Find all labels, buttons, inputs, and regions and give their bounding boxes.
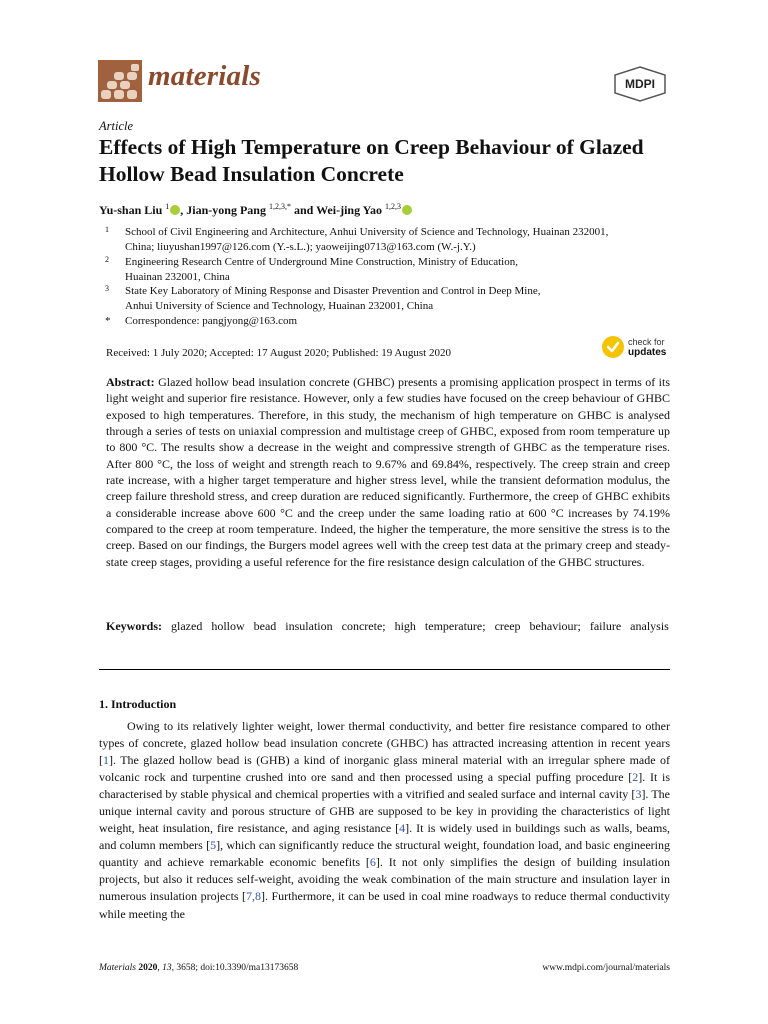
keywords-label: Keywords: bbox=[106, 619, 162, 633]
paragraph-text: ]. It not only simplifies the design of building insulation projects, but also it reduces self-weight, avoiding the weak combination of the main structure and insulation layer in numerous insulation projects [ bbox=[99, 855, 670, 904]
affiliation bbox=[99, 255, 679, 285]
author-name: Jian-yong Pang bbox=[186, 203, 266, 217]
check-for-updates-button[interactable] bbox=[602, 336, 672, 360]
citation-footer: Materials 2020, 13, 3658; doi:10.3390/ma13173658 bbox=[99, 963, 299, 973]
paragraph-text: Owing to its relatively lighter weight, lower thermal conductivity, and better fire resistance compared to other types of concrete, glazed hollow bead insulation concrete (GHBC) has attracted increasing attention in recent years [ bbox=[99, 719, 670, 768]
reference-link[interactable]: 7,8 bbox=[246, 889, 262, 904]
article-title: Effects of High Temperature on Creep Behaviour of Glazed Hollow Bead Insulation Concrete bbox=[99, 135, 644, 186]
section-divider bbox=[99, 669, 670, 670]
paragraph-text: ], which can significantly reduce the structural weight, foundation load, and basic engineering quantity and achieve remarkable economic benefits [ bbox=[99, 838, 670, 870]
reference-link[interactable]: 2 bbox=[632, 770, 639, 785]
affiliation-line: Engineering Research Centre of Underground Mine Construction, Ministry of Education, bbox=[125, 256, 518, 268]
reference-link[interactable]: 4 bbox=[399, 821, 406, 836]
affiliation-number: 1 bbox=[105, 225, 109, 234]
affiliation bbox=[99, 284, 679, 314]
reference-link[interactable]: 1 bbox=[103, 753, 109, 768]
check-for-label: check for bbox=[628, 337, 665, 347]
footer-doi: , 3658; doi:10.3390/ma13173658 bbox=[171, 963, 299, 973]
paragraph-text: ]. The unique internal cavity and porous structure of GHB are supposed to be key in providing the characteristics of light weight, heat insulation, fire resistance, and aging resistance [ bbox=[99, 787, 670, 836]
journal-url-link[interactable]: www.mdpi.com/journal/materials bbox=[542, 963, 670, 973]
author-list bbox=[99, 202, 412, 218]
correspondence bbox=[99, 314, 679, 329]
abstract-text: Glazed hollow bead insulation concrete (GHBC) presents a promising application prospect in terms of its light weight and superior fire resistance. However, only a few studies have focused on the creep behaviour of GHBC exposed to high temperatures. Therefore, in this study, the mechanism of high temperature on GHBC is analysed through a series of tests on uniaxial compression and multistage creep of GHBC, exposed from room temperature up to 800 °C. The results show a decrease in the weight and compressive strength of GHBC as the temperature rises. After 800 °C, the loss of weight and strength reach to 9.67% and 69.84%, respectively. The creep strain and creep rate increase, with a higher target temperature and higher stress level, while the transient deformation modulus, the creep failure threshold stress, and creep duration are reduced significantly. Furthermore, the creep of GHBC exhibits a considerable increase above 600 °C and the creep under the same loading ratio at 600 °C increases by 74.19% compared to the creep at room temperature. Indeed, the higher the temperature, the more sensitive the stress is to the creep. Based on our findings, the Burgers model agrees well with the creep test data at the primary creep and steady-state creep stages, providing a useful reference for the fire resistance design calculation of the GHBC structures. bbox=[106, 375, 671, 569]
affiliation-line: State Key Laboratory of Mining Response and Disaster Prevention and Control in Deep Mine, bbox=[125, 285, 541, 297]
reference-link[interactable]: 3 bbox=[635, 787, 642, 802]
updates-label: updates bbox=[628, 347, 667, 358]
author-affiliation-marker: 1,2,3,* bbox=[268, 202, 291, 211]
affiliation-number: 3 bbox=[105, 284, 109, 293]
correspondence-line: Correspondence: pangjyong@163.com bbox=[125, 315, 298, 327]
affiliation-line: Anhui University of Science and Technology, Huainan 232001, China bbox=[125, 300, 434, 312]
publication-dates: Received: 1 July 2020; Accepted: 17 August 2020; Published: 19 August 2020 bbox=[106, 347, 451, 359]
reference-link[interactable]: 5 bbox=[210, 838, 217, 853]
correspondence-marker: * bbox=[105, 315, 111, 327]
keywords bbox=[106, 618, 670, 634]
reference-link[interactable]: 6 bbox=[369, 855, 376, 870]
paragraph-text: ]. It is characterised by stable physical and chemical properties with a vitrified and sealed surface and internal cavity [ bbox=[99, 770, 670, 802]
paragraph-text: ]. Furthermore, it can be used in coal mine roadways to reduce thermal conductivity while meeting the bbox=[99, 889, 670, 921]
orcid-icon[interactable] bbox=[170, 205, 180, 215]
article-type: Article bbox=[99, 119, 134, 133]
abstract bbox=[106, 374, 670, 570]
affiliation-line: Huainan 232001, China bbox=[125, 271, 230, 283]
introduction-paragraph bbox=[99, 718, 670, 923]
paragraph-text: ]. The glazed hollow bead is (GHB) a kind of inorganic glass mineral material with an irregular sphere made of volcanic rock and turpentine crushed into ore sand and then processed using a special puffing procedure [ bbox=[99, 753, 670, 785]
affiliation-number: 2 bbox=[105, 255, 109, 264]
author-affiliation-marker: 1 bbox=[165, 202, 170, 211]
orcid-icon[interactable] bbox=[402, 205, 412, 215]
affiliation-line: China; liuyushan1997@126.com (Y.-s.L.); yaoweijing0713@163.com (W.-j.Y.) bbox=[125, 241, 476, 253]
author-separator: and bbox=[290, 203, 317, 217]
author-name: Yu-shan Liu bbox=[99, 203, 163, 217]
footer-journal: Materials bbox=[99, 963, 136, 973]
abstract-label: Abstract: bbox=[106, 375, 155, 389]
keywords-text: glazed hollow bead insulation concrete; high temperature; creep behaviour; failure analysis bbox=[171, 619, 669, 633]
section-title: 1. Introduction bbox=[99, 697, 177, 711]
affiliation bbox=[99, 225, 679, 255]
journal-logo-icon bbox=[98, 60, 142, 102]
mdpi-logo-icon bbox=[612, 66, 668, 102]
footer-year: 2020 bbox=[138, 963, 158, 973]
publisher-name: MDPI bbox=[625, 77, 655, 91]
footer-volume: 13 bbox=[162, 963, 172, 973]
journal-name: materials bbox=[148, 60, 261, 92]
author-name: Wei-jing Yao bbox=[316, 203, 382, 217]
affiliation-line: School of Civil Engineering and Architecture, Anhui University of Science and Technology, Huainan 232001, bbox=[125, 226, 609, 238]
author-affiliation-marker: 1,2,3 bbox=[384, 202, 401, 211]
checkmark-icon bbox=[604, 338, 622, 356]
paragraph-text: ]. It is widely used in buildings such as walls, beams, and column members [ bbox=[99, 821, 670, 853]
author-separator: , bbox=[180, 203, 187, 217]
